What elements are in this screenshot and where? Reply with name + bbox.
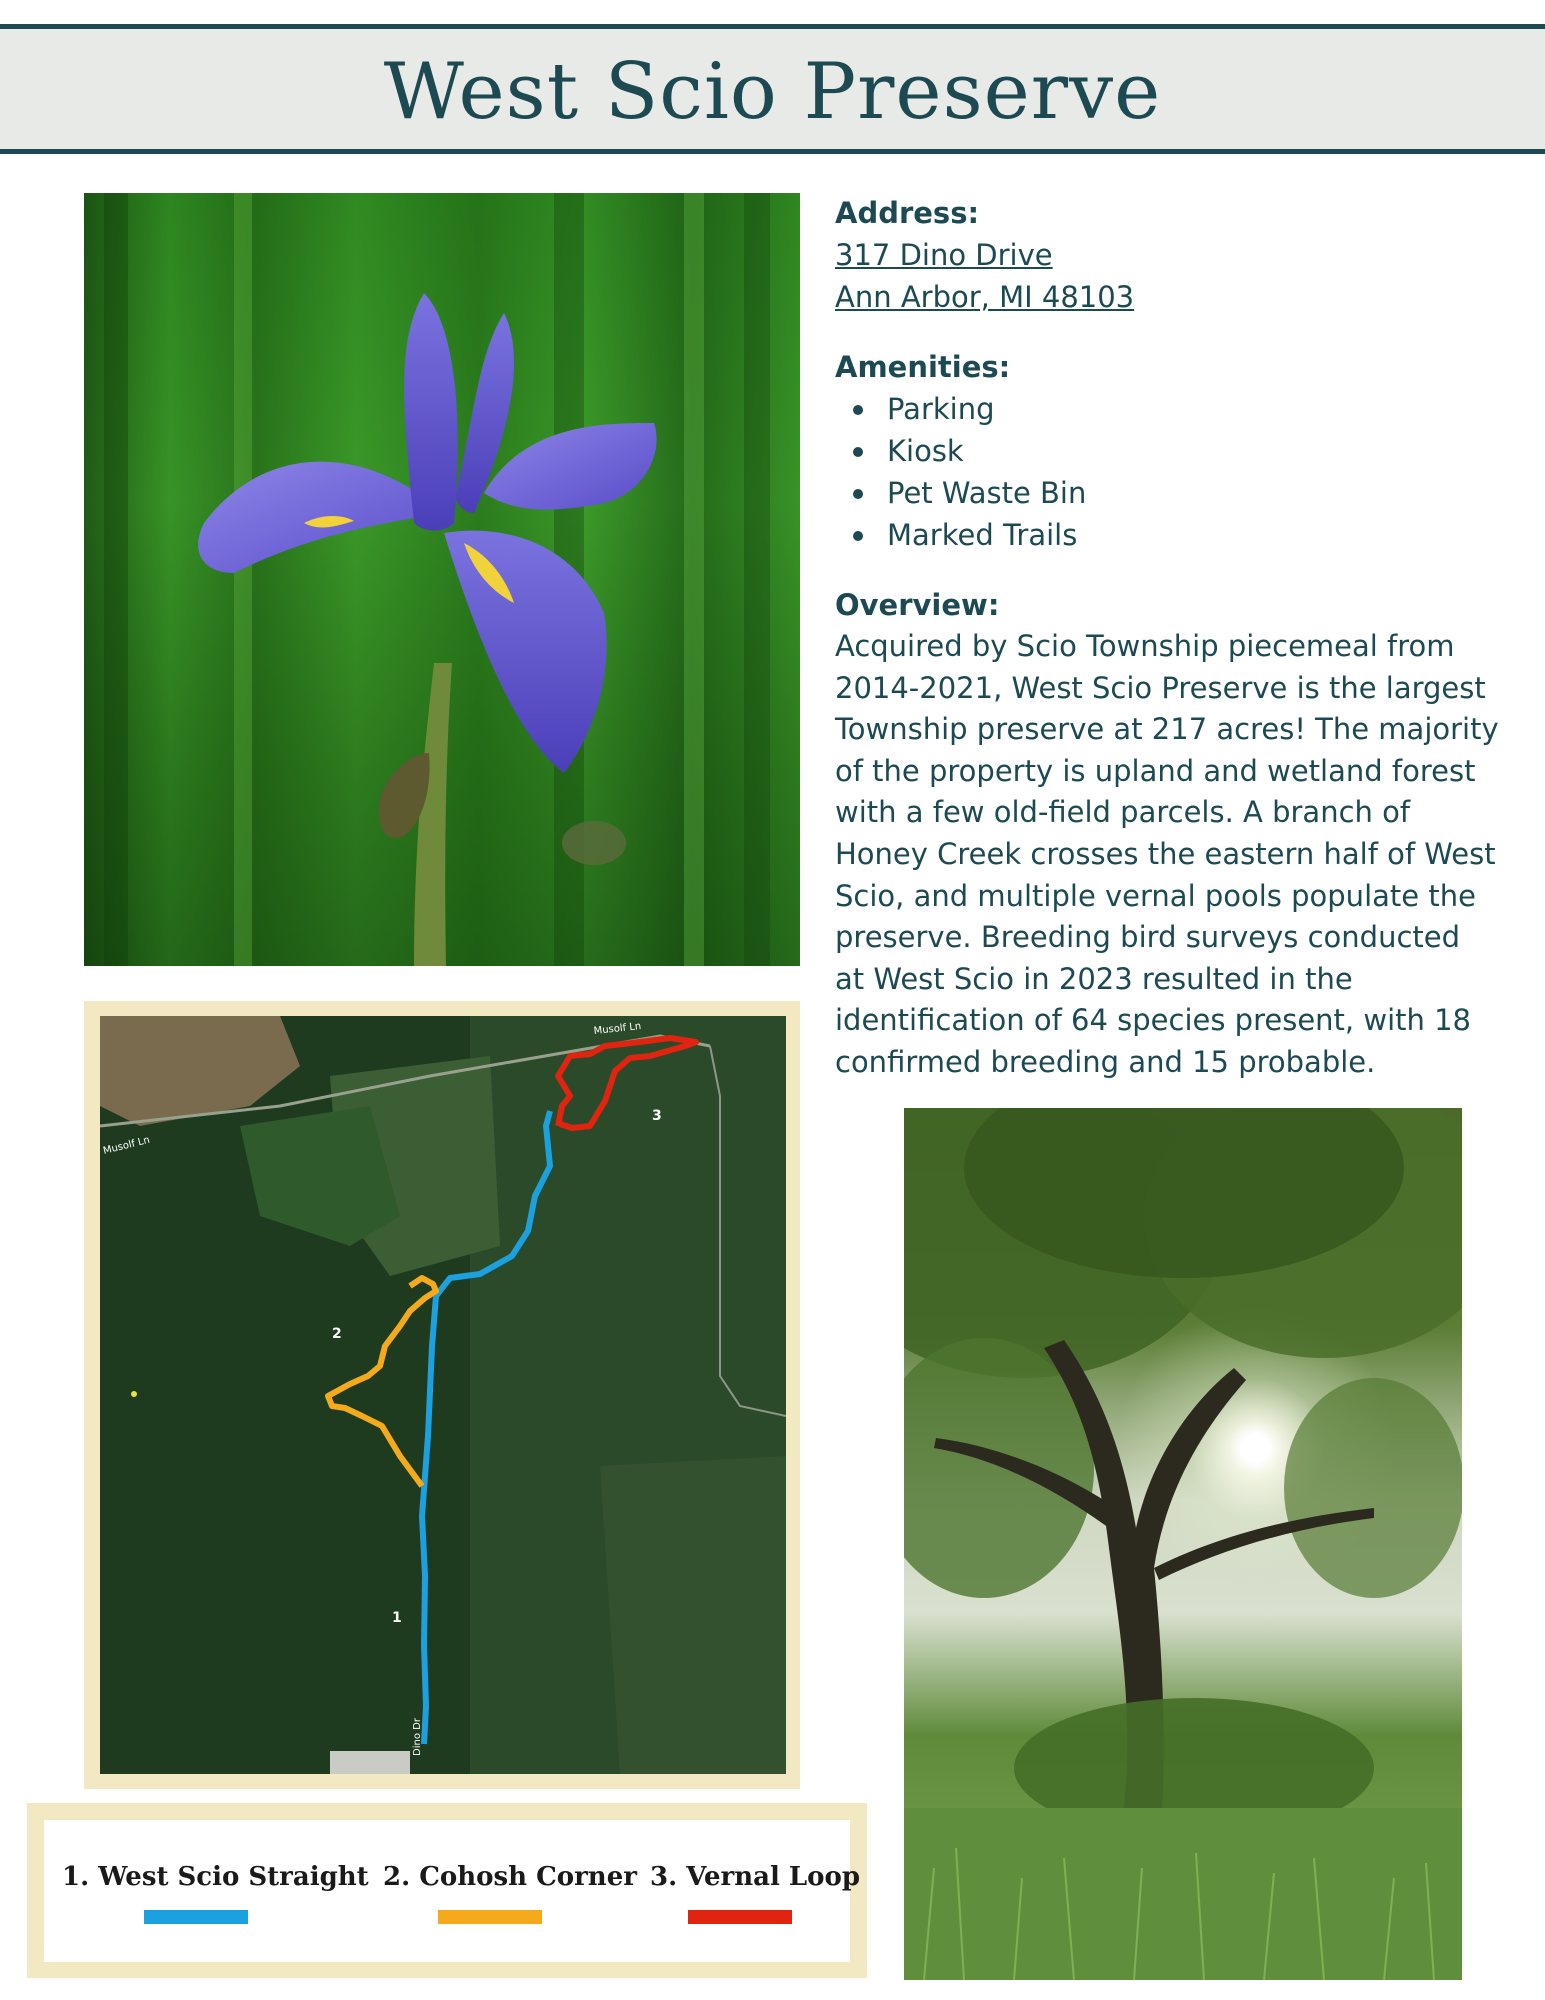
trail-map-illustration [100,1016,786,1774]
iris-flower-illustration [84,193,800,966]
overview-line: Acquired by Scio Township piecemeal from [835,629,1455,663]
overview-label: Overview: [835,588,1000,622]
legend-label-cohosh-corner: 2. Cohosh Corner [383,1862,637,1892]
overview-line: confirmed breeding and 15 probable. [835,1044,1376,1079]
address-line-2-link[interactable]: Ann Arbor, MI 48103 [835,280,1135,314]
legend-label-west-scio-straight: 1. West Scio Straight [62,1862,369,1892]
overview-line: preserve. Breeding bird surveys conducted [835,920,1461,955]
iris-flower-photo [84,193,800,966]
info-column [835,192,1515,1084]
oak-tree-illustration [904,1108,1462,1980]
overview-line: identification of 64 species present, with 18 [835,1003,1472,1038]
amenity-item: Pet Waste Bin [835,472,1515,514]
overview-line: Scio, and multiple vernal pools populate the [835,878,1476,913]
legend-swatch-west-scio-straight [144,1910,248,1924]
map-road-label: Musolf Ln [593,1021,642,1037]
legend-swatch-cohosh-corner [438,1910,542,1924]
overview-line: Honey Creek crosses the eastern half of West [835,836,1496,871]
legend-label-vernal-loop: 3. Vernal Loop [650,1862,861,1892]
overview-line: of the property is upland and wetland forest [835,753,1476,788]
overview-line: Township preserve at 217 acres! The majority [835,712,1499,747]
amenity-item: Kiosk [835,430,1515,472]
oak-tree-photo [904,1108,1462,1980]
address-line-1-link[interactable]: 317 Dino Drive [835,238,1053,272]
amenities-list [835,388,1515,556]
amenity-item: Marked Trails [835,514,1515,556]
overview-line: with a few old-field parcels. A branch of [835,795,1411,830]
map-road-label: Musolf Ln [102,1134,151,1157]
map-road-label: Dino Dr [412,1718,423,1756]
title-banner [0,24,1545,154]
address-label: Address: [835,196,980,230]
trail-marker-2: 2 [332,1326,342,1342]
amenities-label: Amenities: [835,350,1011,384]
amenity-item: Parking [835,388,1515,430]
trail-marker-1: 1 [392,1610,402,1626]
overview-paragraph [835,626,1515,1084]
trail-map [100,1016,786,1774]
overview-line: at West Scio in 2023 resulted in the [835,961,1353,996]
page-title: West Scio Preserve [383,47,1162,137]
legend-swatch-vernal-loop [688,1910,792,1924]
trail-marker-3: 3 [652,1108,662,1124]
overview-line: 2014-2021, West Scio Preserve is the largest [835,670,1486,705]
